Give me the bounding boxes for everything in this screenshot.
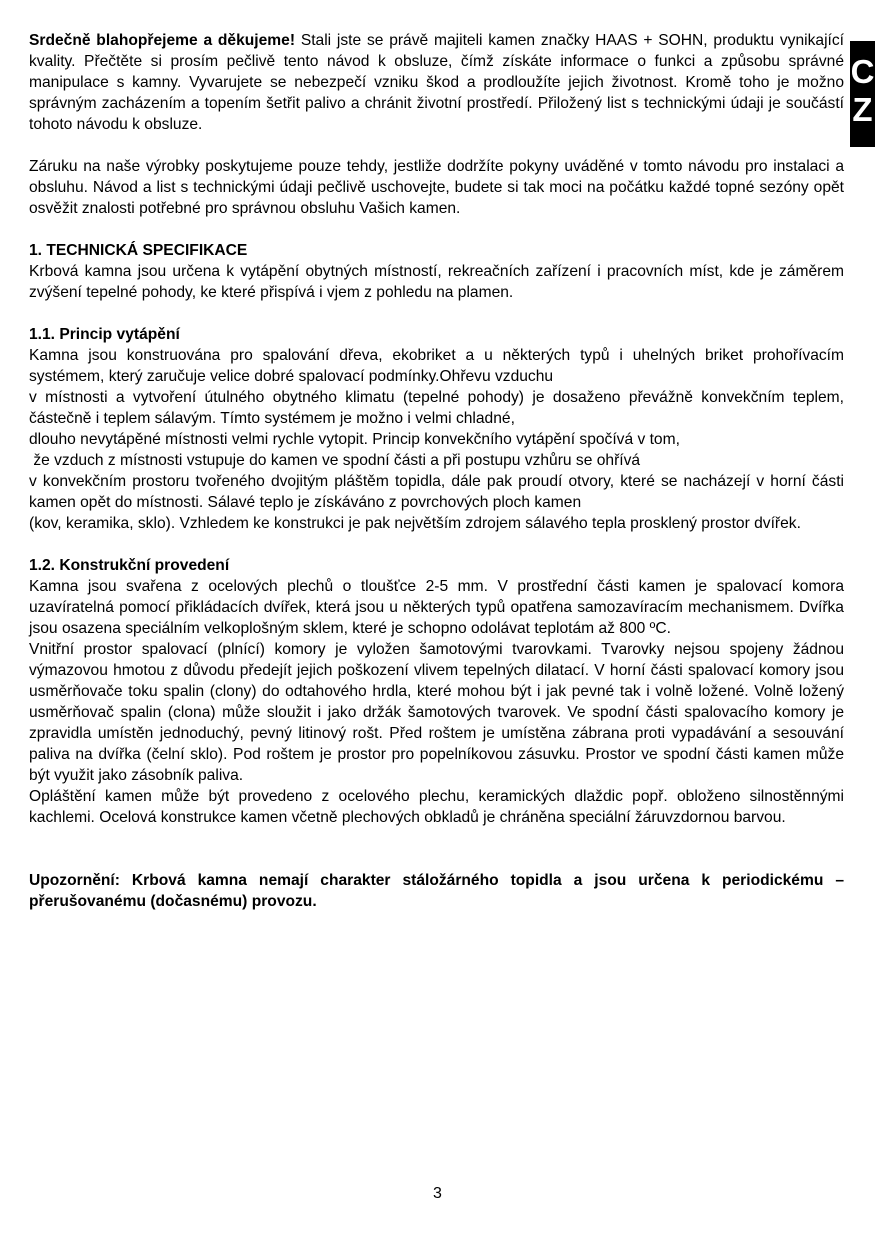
section-1-2-paragraph: Vnitřní prostor spalovací (plnící) komory je vyložen šamotovými tvarovkami. Tvarovky nejsou spojeny žádnou výmazovou hmotou z důvodu předejít jejich poškození vlivem tepelných dilatací. V horní části spalovací komory jsou usměrňovače toku spalin (clony) do odtahového hrdla, které mohou být i jak pevné tak i volně ložené. Volně ložený usměrňovač spalin (clona) může sloužit i jako držák šamotových tvarovek. Ve spodní části spalovacího komory je zpravidla umístěn jednoduchý, pevný litinový rošt. Před roštem je umístěna zábrana proti vypadávání a sesouvání paliva na dvířka (čelní sklo). Pod roštem je prostor pro popelníkovou zásuvku. Prostor ve spodní části kamen může být využit jako zásobník paliva. <box>29 641 844 784</box>
section-1-2-paragraph: Opláštění kamen může být provedeno z ocelového plechu, keramických dlaždic popř. obloženo silnostěnnými kachlemi. Ocelová konstrukce kamen včetně plechových obkladů je chráněna speciální žáruvzdornou barvou. <box>29 788 844 826</box>
notice-text: Upozornění: Krbová kamna nemají charakter stáložárného topidla a jsou určena k periodickému – přerušovanému (dočasnému) provozu. <box>29 872 844 910</box>
section-1-1-line: že vzduch z místnosti vstupuje do kamen ve spodní části a při postupu vzhůru se ohřívá <box>29 452 641 469</box>
page-number: 3 <box>433 1185 442 1202</box>
section-1-heading: 1. TECHNICKÁ SPECIFIKACE <box>29 242 248 259</box>
section-1-1-heading: 1.1. Princip vytápění <box>29 326 180 343</box>
intro-lead: Srdečně blahopřejeme a děkujeme! <box>29 32 296 49</box>
section-1-1-line: (kov, keramika, sklo). Vzhledem ke konstrukci je pak největším zdrojem sálavého tepla prosklený prostor dvířek. <box>29 515 801 532</box>
section-1-1-line: Kamna jsou konstruována pro spalování dřeva, ekobriket a u některých typů i uhelných briket prohořívacím systémem, který zaručuje velice dobré spalovací podmínky.Ohřevu vzduchu <box>29 347 844 385</box>
intro-paragraph <box>29 30 844 135</box>
warranty-paragraph: Záruku na naše výrobky poskytujeme pouze tehdy, jestliže dodržíte pokyny uváděné v tomto návodu pro instalaci a obsluhu. Návod a list s technickými údaji pečlivě uschovejte, budete si tak moci na počátku každé topné sezóny opět osvěžit znalosti potřebné pro správnou obsluhu Vašich kamen. <box>29 158 844 217</box>
notice-paragraph <box>29 870 844 912</box>
language-tab-letter-z: Z <box>852 91 873 128</box>
section-1-1-line: dlouho nevytápěné místnosti velmi rychle vytopit. Princip konvekčního vytápění spočívá v tom, <box>29 431 680 448</box>
document-body <box>29 30 844 912</box>
section-1-1-line: v konvekčním prostoru tvořeného dvojitým pláštěm topidla, dále pak proudí otvory, které se nacházejí v horní části kamen opět do místnosti. Sálavé teplo je získáváno z povrchových ploch kamen <box>29 473 844 511</box>
language-tab-letter-c: C <box>850 53 875 90</box>
section-1-1-line: v místnosti a vytvoření útulného obytného klimatu (tepelné pohody) je dosaženo převážně konvekčním teplem, částečně i teplem sálavým. Tímto systémem je možno i velmi chladné, <box>29 389 844 427</box>
intro-text: Stali jste se právě majiteli kamen značky HAAS + SOHN, produktu vynikající kvality. Přečtěte si prosím pečlivě tento návod k obsluze, čímž získáte informace o funkci a způsobu správné manipulace s kamny. Vyvarujete se nebezpečí vzniku škod a prodloužíte jejich životnost. Kromě toho je možno správným zacházením a topením šetřit palivo a chránit životní prostředí. Přiložený list s technickými údaji je součástí tohoto návodu k obsluze. <box>29 32 844 133</box>
language-tab-cz <box>850 41 875 147</box>
section-1-2-paragraph: Kamna jsou svařena z ocelových plechů o tloušťce 2-5 mm. V prostřední části kamen je spalovací komora uzavíratelná pomocí přikládacích dvířek, která jsou u některých typů opatřena samozavíracím mechanismem. Dvířka jsou osazena speciálním velkoplošným sklem, které je schopno odolávat teplotám až 800 ºC. <box>29 578 844 637</box>
section-1-2-heading: 1.2. Konstrukční provedení <box>29 557 230 574</box>
section-1-text: Krbová kamna jsou určena k vytápění obytných místností, rekreačních zařízení i pracovních míst, kde je záměrem zvýšení tepelné pohody, ke které přispívá i vjem z pohledu na plamen. <box>29 263 844 301</box>
